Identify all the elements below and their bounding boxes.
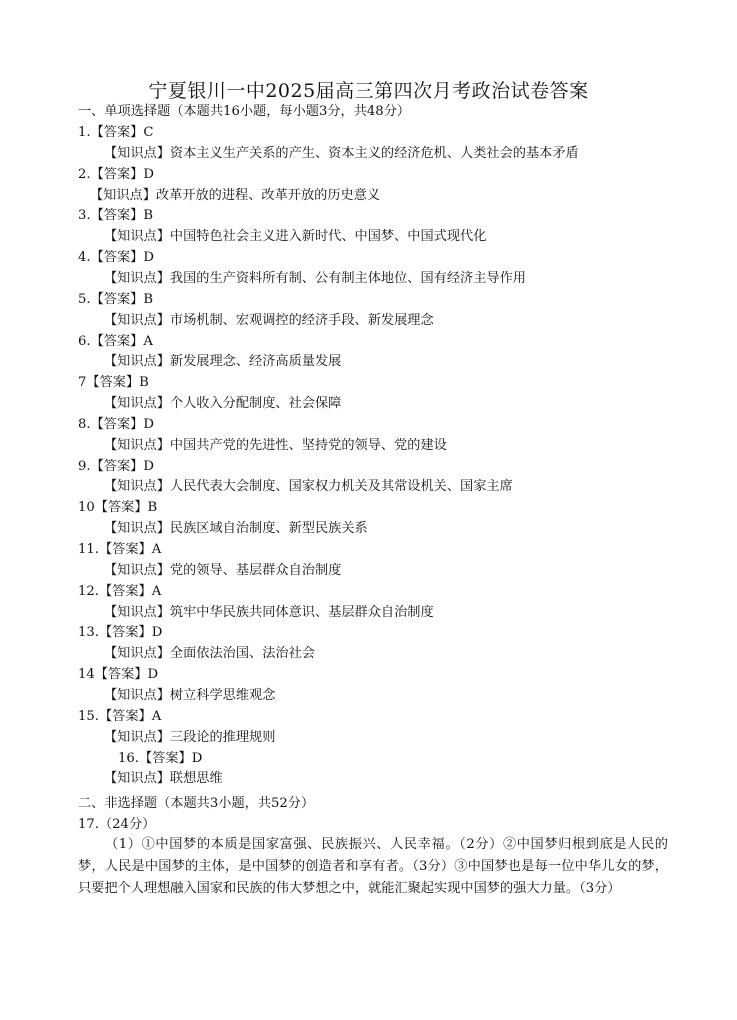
answer-line: 10【答案】B xyxy=(78,500,158,516)
knowledge-point-line: 【知识点】全面依法治国、法治社会 xyxy=(104,646,315,662)
answer-line: 3.【答案】B xyxy=(78,208,154,224)
answer-line: 12.【答案】A xyxy=(78,583,162,599)
answer-line: 2.【答案】D xyxy=(78,166,154,182)
answer-line: 6.【答案】A xyxy=(78,333,153,349)
knowledge-point-line: 【知识点】筑牢中华民族共同体意识、基层群众自治制度 xyxy=(104,604,434,620)
knowledge-point-line: 【知识点】联想思维 xyxy=(104,771,223,787)
answer-line: 5.【答案】B xyxy=(78,291,154,307)
answer-line: 14【答案】D xyxy=(78,667,159,683)
knowledge-point-line: 【知识点】个人收入分配制度、社会保障 xyxy=(104,396,342,412)
answer-line: 1.【答案】C xyxy=(78,125,154,140)
section-heading-non-choice: 二、非选择题（本题共3小题，共52分） xyxy=(78,796,315,811)
knowledge-point-line: 【知识点】中国共产党的先进性、坚持党的领导、党的建设 xyxy=(104,437,447,453)
knowledge-point-line: 【知识点】市场机制、宏观调控的经济手段、新发展理念 xyxy=(104,312,434,328)
answer-line: 4.【答案】D xyxy=(78,250,154,266)
knowledge-point-line: 【知识点】资本主义生产关系的产生、资本主义的经济危机、人类社会的基本矛盾 xyxy=(104,145,579,161)
knowledge-point-line: 【知识点】中国特色社会主义进入新时代、中国梦、中国式现代化 xyxy=(104,229,487,245)
knowledge-point-line: 【知识点】党的领导、基层群众自治制度 xyxy=(104,562,342,578)
knowledge-point-line: 【知识点】民族区域自治制度、新型民族关系 xyxy=(104,521,368,537)
answer-line: 13.【答案】D xyxy=(78,625,163,641)
answer-line: 8.【答案】D xyxy=(78,416,154,432)
page-title: 宁夏银川一中2025届高三第四次月考政治试卷答案 xyxy=(148,80,589,102)
knowledge-point-line: 【知识点】改革开放的进程、改革开放的历史意义 xyxy=(90,187,381,203)
knowledge-point-line: 【知识点】三段论的推理规则 xyxy=(104,729,276,745)
answer-line: 16.【答案】D xyxy=(118,750,203,766)
section-heading-single-choice: 一、单项选择题（本题共16小题，每小题3分，共48分） xyxy=(78,104,411,119)
knowledge-point-line: 【知识点】我国的生产资料所有制、公有制主体地位、国有经济主导作用 xyxy=(104,270,526,286)
answer-line: 11.【答案】A xyxy=(78,542,162,557)
answer-line: 7【答案】B xyxy=(78,375,149,391)
answer-line: 9.【答案】D xyxy=(78,458,154,474)
knowledge-point-line: 【知识点】新发展理念、经济高质量发展 xyxy=(104,354,342,370)
knowledge-point-line: 【知识点】人民代表大会制度、国家权力机关及其常设机关、国家主席 xyxy=(104,479,513,495)
knowledge-point-line: 【知识点】树立科学思维观念 xyxy=(104,687,276,703)
question-17-header: 17.（24分） xyxy=(78,817,156,832)
answer-line: 15.【答案】A xyxy=(78,708,162,724)
question-17-answer-paragraph: （1）①中国梦的本质是国家富强、民族振兴、人民幸福。（2分）②中国梦归根到底是人民的梦，人民是中国梦的主体，是中国梦的创造者和享有者。（3分）③中国梦也是每一位中华儿女的梦，只要把个人理想融入国家和民族的伟大梦想之中，就能汇聚起实现中国梦的强大力量。（3分） xyxy=(78,837,668,896)
